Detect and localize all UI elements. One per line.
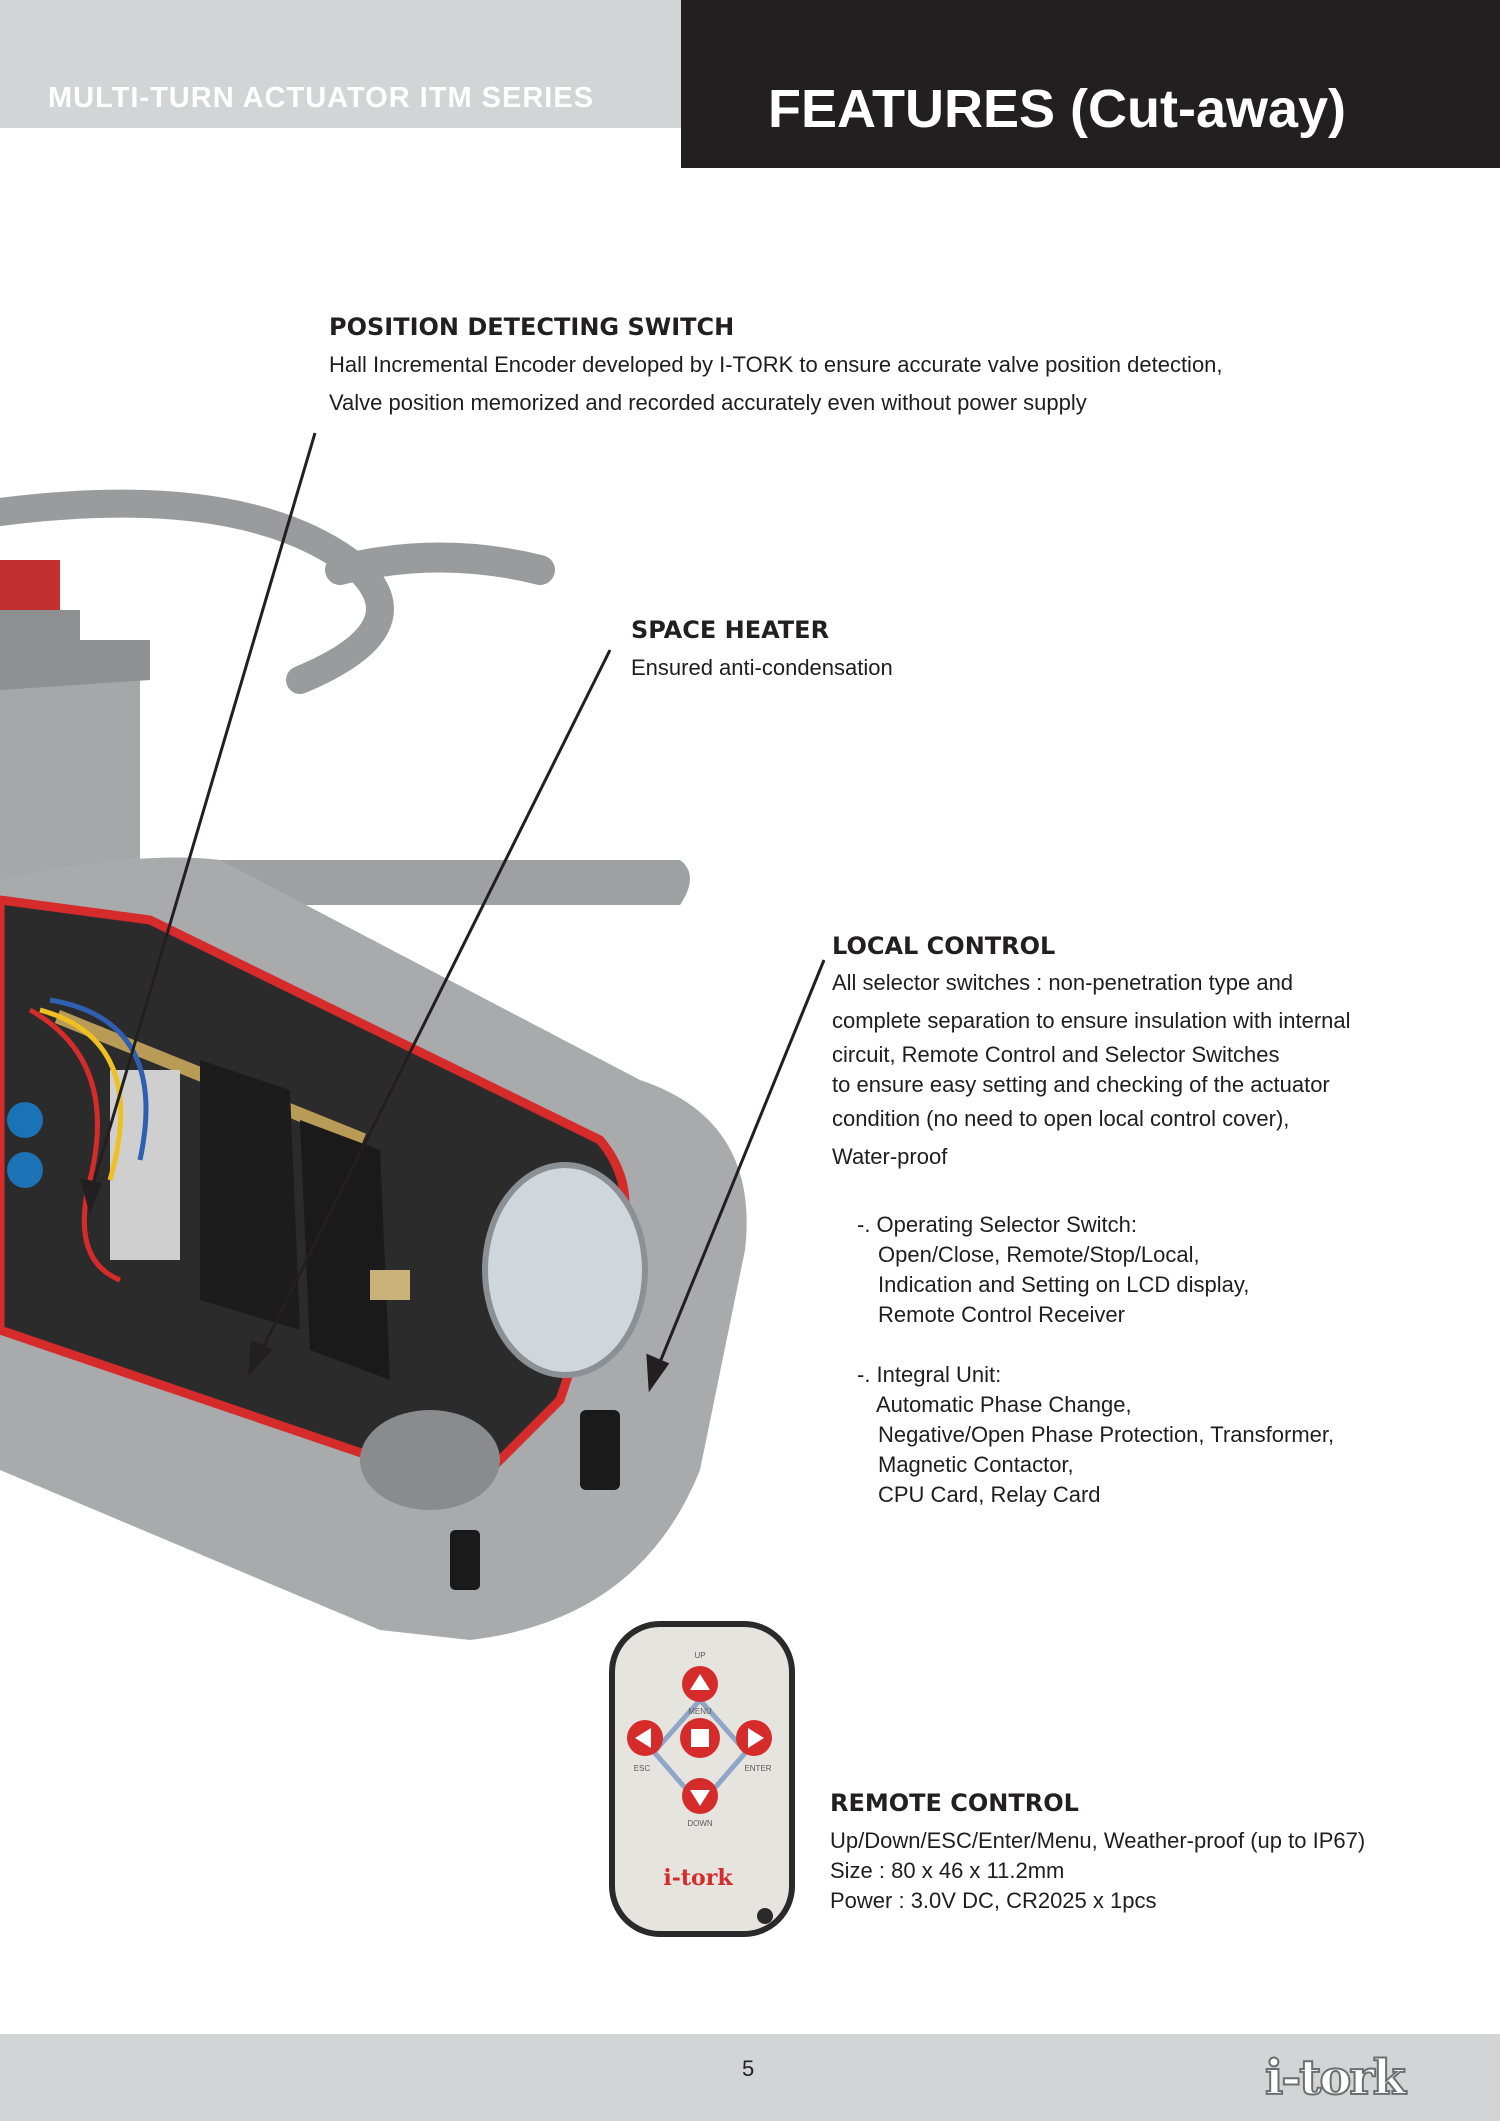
integral-unit-title: -. Integral Unit: — [857, 1362, 1002, 1387]
remote-control-line: Up/Down/ESC/Enter/Menu, Weather-proof (up to IP67) — [830, 1828, 1366, 1853]
operating-selector-item: Remote Control Receiver — [878, 1302, 1125, 1327]
integral-unit-item: Automatic Phase Change, — [876, 1392, 1132, 1417]
local-control-line: complete separation to ensure insulation with internal — [832, 1008, 1351, 1033]
selector-knob — [580, 1410, 620, 1490]
remote-label-menu: MENU — [688, 1707, 712, 1716]
page-title: FEATURES (Cut-away) — [768, 79, 1347, 139]
position-switch-heading: POSITION DETECTING SWITCH — [329, 313, 735, 341]
remote-control-line: Size : 80 x 46 x 11.2mm — [830, 1858, 1065, 1883]
lcd-window — [485, 1165, 645, 1375]
operating-selector-item: Open/Close, Remote/Stop/Local, — [878, 1242, 1200, 1267]
operating-selector-list — [857, 1210, 1334, 1510]
remote-brand: i-tork — [663, 1865, 733, 1891]
local-control-line: Water-proof — [832, 1144, 948, 1169]
local-control-heading: LOCAL CONTROL — [832, 932, 1056, 960]
remote-label-down: DOWN — [687, 1819, 713, 1828]
operating-selector-title: -. Operating Selector Switch: — [857, 1212, 1138, 1237]
space-heater-heading: SPACE HEATER — [631, 616, 830, 644]
position-switch-line: Hall Incremental Encoder developed by I-TORK to ensure accurate valve position detection, — [329, 352, 1223, 377]
local-control-text — [832, 964, 1351, 1176]
integral-unit-item: CPU Card, Relay Card — [878, 1482, 1101, 1507]
remote-label-up: UP — [694, 1651, 706, 1660]
remote-control-heading: REMOTE CONTROL — [830, 1789, 1079, 1817]
local-control-line: to ensure easy setting and checking of the actuator — [832, 1072, 1330, 1097]
remote-label-enter: ENTER — [744, 1764, 772, 1773]
series-title: MULTI-TURN ACTUATOR ITM SERIES — [48, 82, 595, 114]
local-control-line: circuit, Remote Control and Selector Switches — [832, 1042, 1280, 1067]
remote-control-line: Power : 3.0V DC, CR2025 x 1pcs — [830, 1888, 1157, 1913]
space-heater-text — [631, 649, 893, 687]
position-switch-text — [329, 346, 1223, 422]
remote-control-text — [830, 1826, 1365, 1916]
integral-unit-item: Magnetic Contactor, — [878, 1452, 1074, 1477]
local-control-line: condition (no need to open local control cover), — [832, 1106, 1290, 1131]
integral-unit-item: Negative/Open Phase Protection, Transformer, — [878, 1422, 1335, 1447]
brand-logo: i-tork — [1265, 2050, 1404, 2106]
page-number: 5 — [742, 2056, 755, 2081]
position-switch-line: Valve position memorized and recorded accurately even without power supply — [329, 390, 1087, 415]
remote-label-esc: ESC — [633, 1764, 651, 1773]
operating-selector-item: Indication and Setting on LCD display, — [878, 1272, 1250, 1297]
local-control-line: All selector switches : non-penetration type and — [832, 970, 1294, 995]
space-heater-line: Ensured anti-condensation — [631, 655, 893, 680]
